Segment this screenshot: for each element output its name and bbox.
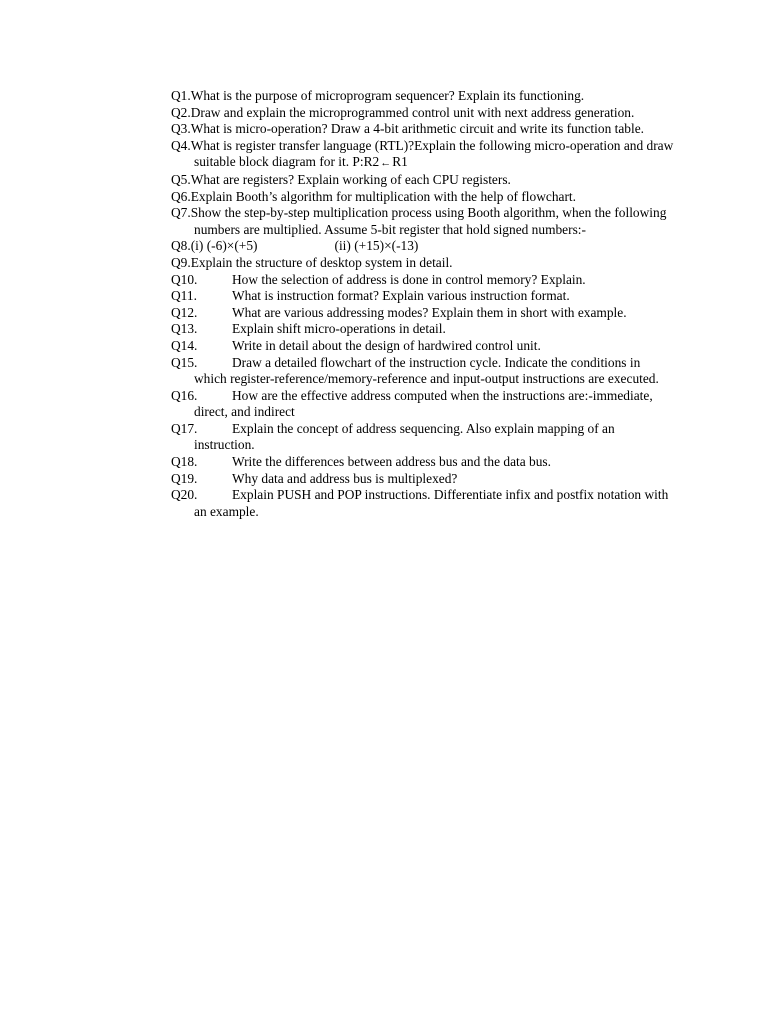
question-20 xyxy=(171,487,676,520)
question-text: Draw and explain the microprogrammed control unit with next address generation. xyxy=(190,104,635,120)
question-text: Explain the concept of address sequencing. Also explain mapping of an instruction. xyxy=(194,420,615,453)
question-text: Explain the structure of desktop system in detail. xyxy=(190,254,453,270)
question-4 xyxy=(171,138,676,172)
question-text: What is micro-operation? Draw a 4-bit arithmetic circuit and write its function table. xyxy=(190,121,644,137)
question-text-suffix: R1 xyxy=(392,154,408,170)
question-list xyxy=(171,88,676,520)
question-number: Q4. xyxy=(171,137,191,153)
question-text: What is instruction format? Explain various instruction format. xyxy=(232,288,570,304)
question-number: Q5. xyxy=(171,171,191,187)
left-arrow-icon: ← xyxy=(380,157,392,170)
question-number: Q12. xyxy=(171,304,198,320)
question-text: Explain Booth’s algorithm for multiplication with the help of flowchart. xyxy=(190,188,576,204)
question-16 xyxy=(171,388,676,421)
question-8 xyxy=(171,238,676,255)
question-number: Q8. xyxy=(171,238,191,254)
question-1 xyxy=(171,88,676,105)
question-2 xyxy=(171,105,676,122)
question-17 xyxy=(171,421,676,454)
question-number: Q20. xyxy=(171,487,198,503)
question-number: Q3. xyxy=(171,121,191,137)
question-7 xyxy=(171,205,676,238)
question-number: Q1. xyxy=(171,88,191,103)
question-text: What is register transfer language (RTL)?Explain the following micro-operation and draw suitable block diagram for it. P:R2 xyxy=(190,137,674,170)
question-11 xyxy=(171,288,676,305)
question-number: Q2. xyxy=(171,104,191,120)
question-6 xyxy=(171,189,676,206)
question-number: Q13. xyxy=(171,321,198,337)
question-text: Show the step-by-step multiplication process using Booth algorithm, when the following numbers are multiplied. Assume 5-bit register that hold signed numbers:- xyxy=(190,205,667,237)
question-number: Q14. xyxy=(171,337,198,353)
question-19 xyxy=(171,471,676,488)
question-number: Q10. xyxy=(171,271,198,287)
question-10 xyxy=(171,272,676,289)
question-text: How are the effective address computed when the instructions are:-immediate, direct, and indirect xyxy=(194,387,653,420)
question-15 xyxy=(171,355,676,388)
question-option-2: (ii) (+15)×(-13) xyxy=(334,238,419,254)
question-3 xyxy=(171,121,676,138)
question-5 xyxy=(171,172,676,189)
question-number: Q18. xyxy=(171,454,198,470)
question-text: Draw a detailed flowchart of the instruction cycle. Indicate the conditions in which register-reference/memory-reference and input-output instructions are executed. xyxy=(194,354,659,387)
question-14 xyxy=(171,338,676,355)
question-text: Explain shift micro-operations in detail. xyxy=(232,321,446,337)
question-text: What are various addressing modes? Explain them in short with example. xyxy=(232,304,627,320)
question-number: Q16. xyxy=(171,387,198,403)
question-option-1: (i) (-6)×(+5) xyxy=(190,238,258,254)
question-number: Q11. xyxy=(171,288,197,304)
question-number: Q15. xyxy=(171,354,198,370)
question-text: Why data and address bus is multiplexed? xyxy=(232,470,458,486)
question-18 xyxy=(171,454,676,471)
question-number: Q7. xyxy=(171,205,191,221)
question-number: Q9. xyxy=(171,254,191,270)
question-text: Write the differences between address bus and the data bus. xyxy=(232,454,551,470)
question-13 xyxy=(171,321,676,338)
question-text: Write in detail about the design of hardwired control unit. xyxy=(232,337,541,353)
question-text: What are registers? Explain working of each CPU registers. xyxy=(190,171,511,187)
question-9 xyxy=(171,255,676,272)
question-12 xyxy=(171,305,676,322)
question-text: Explain PUSH and POP instructions. Differentiate infix and postfix notation with an example. xyxy=(194,487,669,519)
question-number: Q17. xyxy=(171,420,198,436)
question-text: How the selection of address is done in control memory? Explain. xyxy=(232,271,586,287)
question-number: Q6. xyxy=(171,188,191,204)
question-text: What is the purpose of microprogram sequencer? Explain its functioning. xyxy=(190,88,585,103)
question-number: Q19. xyxy=(171,470,198,486)
